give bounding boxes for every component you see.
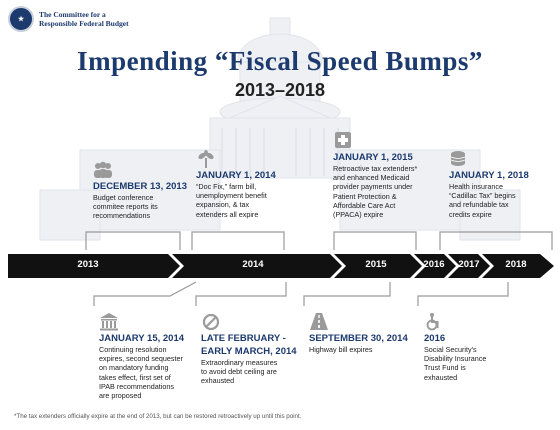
page-title: Impending “Fiscal Speed Bumps”: [77, 46, 483, 76]
connector-2016: [418, 282, 508, 306]
event-description: [99, 345, 199, 400]
event-description: [333, 164, 453, 219]
road-icon: [309, 313, 329, 331]
event-date: JANUARY 1, 2014: [196, 170, 276, 181]
organization-name-line2: Responsible Federal Budget: [39, 19, 129, 28]
wheelchair-icon: [424, 313, 444, 331]
connector-jan-15-2014: [94, 282, 196, 306]
event-line: Extraordinary measures: [201, 358, 278, 367]
event-date: DECEMBER 13, 2013: [93, 181, 187, 192]
event-dec-13-2013: [93, 161, 203, 221]
event-line: Retroactive tax extenders*: [333, 164, 418, 173]
event-description: [449, 182, 555, 219]
page-subtitle: 2013–2018: [234, 80, 326, 100]
no-sign-icon: [201, 313, 221, 331]
event-jan-1-2018: [449, 150, 555, 219]
connector-dec-2013: [86, 232, 180, 250]
event-date: JANUARY 1, 2015: [333, 152, 413, 163]
connector-jan-2014: [192, 232, 284, 250]
year-label-2015: 2015: [365, 259, 387, 270]
event-description: [424, 345, 524, 382]
year-label-2013: 2013: [77, 259, 99, 270]
event-line: exhausted: [201, 376, 235, 386]
event-date: LATE FEBRUARY -: [201, 333, 286, 344]
event-description: [93, 193, 203, 221]
event-line: exhausted: [424, 372, 458, 382]
event-line: expansion, & tax: [196, 200, 250, 210]
coins-icon: [449, 150, 469, 168]
event-line: are proposed: [99, 391, 142, 401]
year-label-2016: 2016: [423, 259, 445, 270]
event-2016: [424, 313, 524, 382]
event-line: on mandatory funding: [99, 363, 169, 373]
event-line: Highway bill expires: [309, 345, 373, 354]
event-date: SEPTEMBER 30, 2014: [309, 333, 408, 344]
year-label-2017: 2017: [458, 259, 480, 270]
event-line: Disability Insurance: [424, 354, 487, 364]
year-label-2014: 2014: [242, 259, 264, 270]
event-date: 2016: [424, 333, 446, 344]
event-date: JANUARY 15, 2014: [99, 333, 185, 344]
organization-seal-icon: ★: [8, 6, 34, 32]
event-line: IPAB recommendations: [99, 381, 174, 391]
event-description: [309, 345, 409, 354]
event-line: Social Security’s: [424, 345, 477, 354]
event-sep-30-2014: [309, 313, 409, 354]
government-building-icon: [99, 313, 119, 331]
event-line: commitee reports its: [93, 202, 158, 212]
event-jan-1-2015: [333, 132, 453, 219]
event-line: Trust Fund is: [424, 363, 466, 373]
organization-name: [39, 10, 129, 28]
event-line: recommendations: [93, 211, 151, 221]
connector-jan-2018: [440, 232, 552, 250]
people-icon: [93, 161, 113, 179]
medical-cross-icon: [333, 132, 353, 150]
connector-late-feb-2014: [196, 282, 286, 306]
footnote: *The tax extenders officially expire at the end of 2013, but can be restored retroactively up until this point.: [14, 413, 302, 420]
organization-header: [8, 6, 129, 32]
event-line: “Doc Fix,” farm bill,: [196, 182, 257, 191]
organization-name-line1: The Committee for a: [39, 10, 106, 19]
event-line: Patient Protection &: [333, 191, 397, 201]
event-line: Health insurance: [449, 182, 503, 191]
event-date: EARLY MARCH, 2014: [201, 346, 297, 357]
plant-icon: [196, 150, 216, 168]
event-line: and refundable tax: [449, 200, 509, 210]
event-late-feb-2014: [201, 313, 301, 386]
event-jan-1-2014: [196, 150, 306, 219]
event-line: takes effect, first set of: [99, 372, 171, 382]
event-line: Budget conference: [93, 193, 154, 202]
event-jan-15-2014: [99, 313, 199, 400]
event-line: “Cadillac Tax” begins: [449, 191, 516, 201]
event-description: [196, 182, 306, 219]
event-line: and enhanced Medicaid: [333, 173, 410, 183]
event-line: expires, second sequester: [99, 354, 183, 364]
connector-sep-30-2014: [304, 282, 390, 306]
year-label-2018: 2018: [505, 259, 527, 270]
event-date: JANUARY 1, 2018: [449, 170, 529, 181]
event-line: Continuing resolution: [99, 345, 167, 354]
event-line: to avoid debt ceiling are: [201, 367, 277, 377]
event-line: unemployment benefit: [196, 191, 267, 201]
event-line: (PPACA) expire: [333, 210, 384, 220]
event-line: provider payments under: [333, 182, 413, 192]
connector-jan-2015: [334, 232, 416, 250]
event-line: extenders all expire: [196, 209, 259, 219]
event-description: [201, 358, 301, 386]
event-line: Affordable Care Act: [333, 200, 396, 210]
event-line: credits expire: [449, 209, 492, 219]
